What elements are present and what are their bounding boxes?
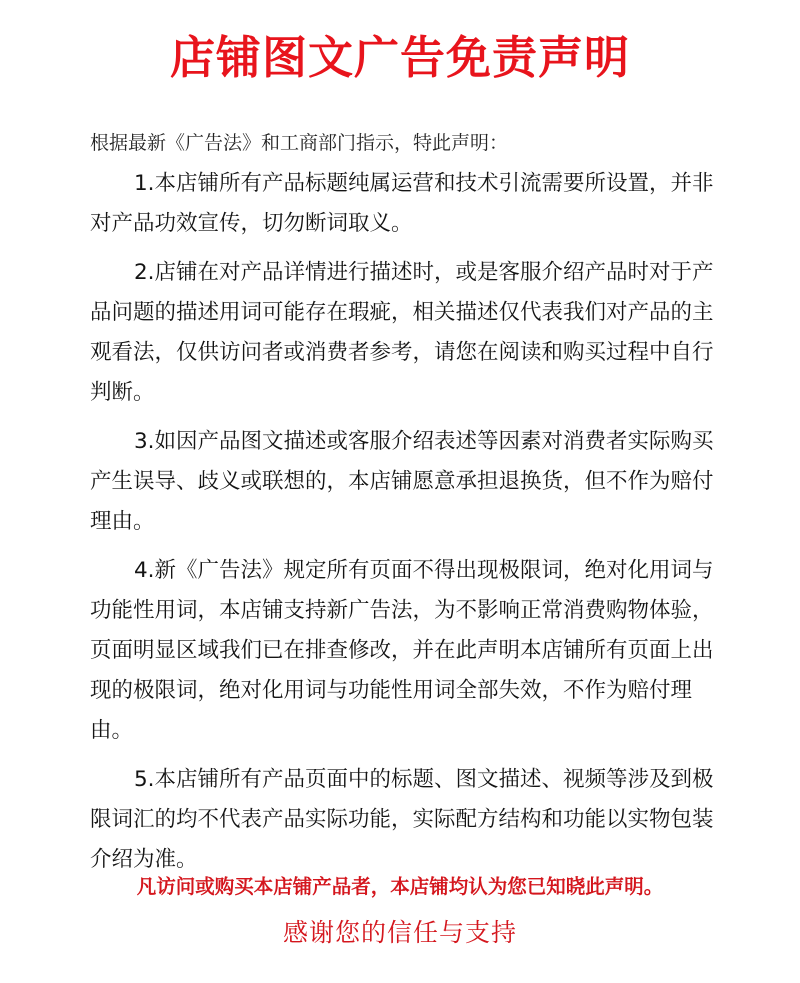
clause-4: 4.新《广告法》规定所有页面不得出现极限词，绝对化用词与功能性用词，本店铺支持新广告法，为不影响正常消费购物体验，页面明显区域我们已在排查修改，并在此声明本店铺所有页面上出现的极限词，绝对化用词与功能性用词全部失效，不作为赔付理由。	[90, 558, 714, 743]
thanks-message: 感谢您的信任与支持	[282, 918, 517, 947]
clause-2: 2.店铺在对产品详情进行描述时，或是客服介绍产品时对于产品问题的描述用词可能存在瑕疵，相关描述仅代表我们对产品的主观看法，仅供访问者或消费者参考，请您在阅读和购买过程中自行判断。	[90, 260, 714, 405]
closing-statement: 凡访问或购买本店铺产品者，本店铺均认为您已知晓此声明。	[136, 875, 664, 898]
clause-1: 1.本店铺所有产品标题纯属运营和技术引流需要所设置，并非对产品功效宣传，切勿断词取义。	[90, 171, 714, 236]
clause-list	[90, 164, 730, 889]
page-title: 店铺图文广告免责声明	[169, 31, 630, 84]
clause-5: 5.本店铺所有产品页面中的标题、图文描述、视频等涉及到极限词汇的均不代表产品实际功能，实际配方结构和功能以实物包装介绍为准。	[90, 767, 714, 872]
clause-3: 3.如因产品图文描述或客服介绍表述等因素对消费者实际购买产生误导、歧义或联想的，本店铺愿意承担退换货，但不作为赔付理由。	[90, 429, 714, 534]
intro-text: 根据最新《广告法》和工商部门指示，特此声明：	[90, 132, 509, 154]
